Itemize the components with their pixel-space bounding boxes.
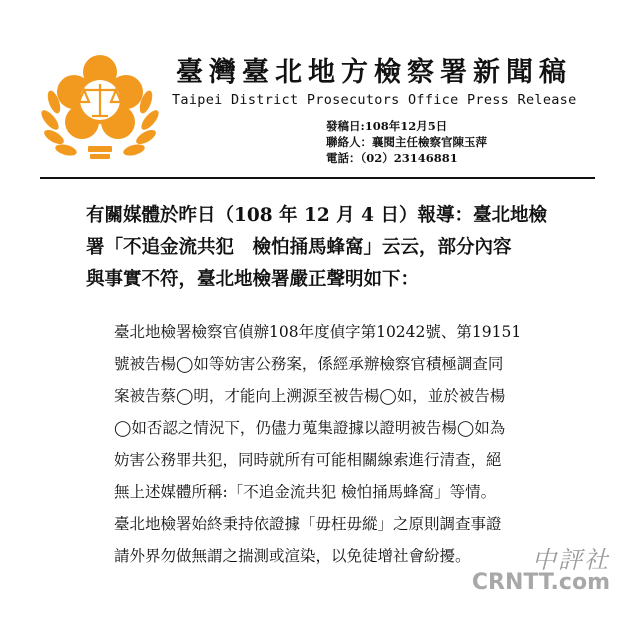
lead-paragraph [86, 200, 556, 296]
lead-line: 有關媒體於昨日（108 年 12 月 4 日）報導：臺北地檢 [86, 205, 547, 226]
body-line: 妨害公務罪共犯，同時就所有可能相關線索進行清查，絕 [114, 451, 502, 469]
body-line: 臺北地檢署始終秉持依證據「毋枉毋縱」之原則調查事證 [114, 515, 502, 533]
press-release-subtitle: Taipei District Prosecutors Office Press Release [172, 92, 577, 108]
body-line: 案被告蔡◯明，才能向上溯源至被告楊◯如，並於被告楊 [114, 387, 506, 405]
press-release-header [0, 0, 640, 180]
prosecutor-emblem-icon [40, 52, 160, 164]
body-line: 號被告楊◯如等妨害公務案，係經承辦檢察官積極調查同 [114, 355, 504, 373]
contact-info [326, 118, 487, 166]
watermark-en: CRNTT.com [471, 570, 610, 595]
body-line: 臺北地檢署檢察官偵辦108年度偵字第10242號、第19151 [114, 323, 522, 341]
body-line: 請外界勿做無謂之揣測或渲染，以免徒增社會紛擾。 [114, 547, 471, 565]
issue-date: 發稿日:108年12月5日 [326, 119, 448, 133]
header-divider [40, 177, 595, 179]
watermark-cn: 中評社 [532, 546, 610, 574]
statement-body [114, 316, 564, 572]
lead-line: 與事實不符，臺北地檢署嚴正聲明如下： [86, 269, 420, 290]
lead-line: 署「不追金流共犯 檢怕捅馬蜂窩」云云，部分內容 [86, 237, 512, 258]
body-line: ◯如否認之情況下，仍儘力蒐集證據以證明被告楊◯如為 [114, 419, 506, 437]
contact-phone: 電話：（02）23146881 [326, 151, 458, 165]
contact-person: 聯絡人：襄閱主任檢察官陳玉萍 [326, 135, 487, 149]
crntt-watermark [470, 540, 610, 612]
body-line: 無上述媒體所稱:「不追金流共犯 檢怕捅馬蜂窩」等情。 [114, 483, 497, 501]
press-release-title: 臺灣臺北地方檢察署新聞稿 [176, 57, 572, 88]
